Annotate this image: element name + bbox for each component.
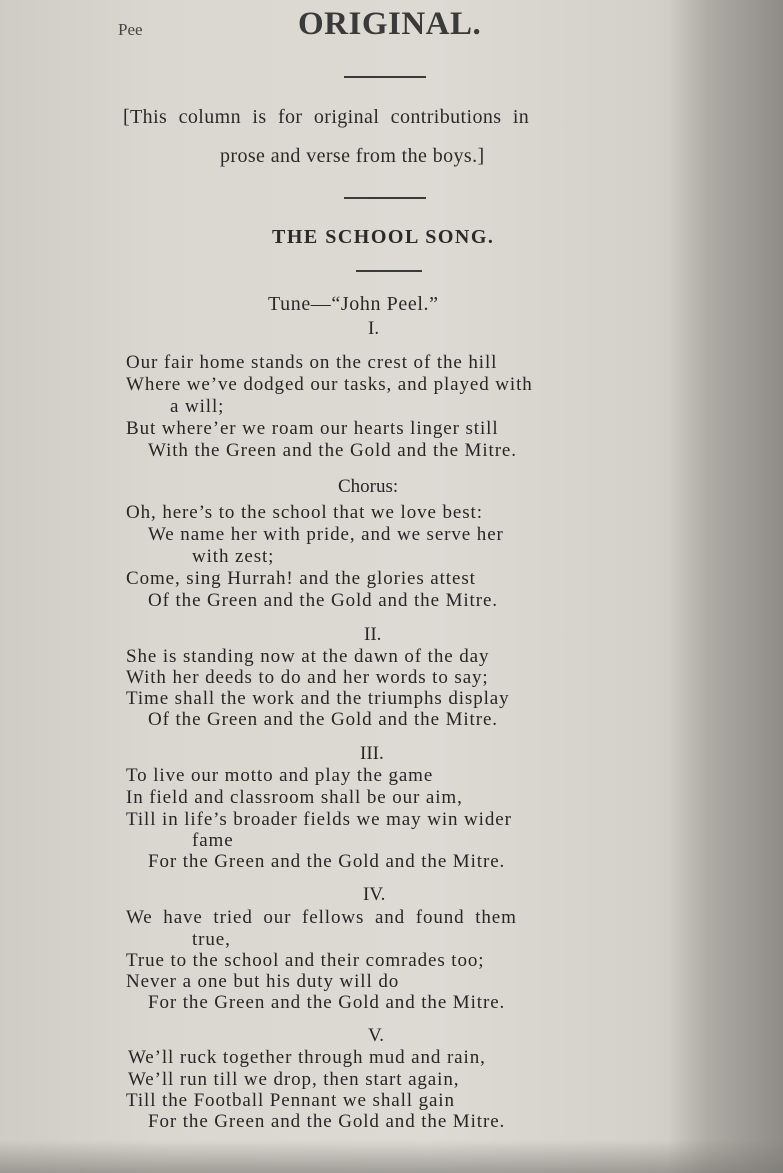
intro-line-2: prose and verse from the boys.] [220,145,485,167]
verse-line: We have tried our fellows and found them [126,907,517,928]
verse-line: We’ll run till we drop, then start again, [128,1069,460,1090]
chorus-label: Chorus: [338,476,399,497]
divider-rule [356,270,422,272]
song-title: THE SCHOOL SONG. [272,226,495,248]
verse-line: In field and classroom shall be our aim, [126,787,463,808]
verse-line: She is standing now at the dawn of the day [126,646,490,667]
torn-corner-text: Pee [118,20,143,39]
chorus-line: Oh, here’s to the school that we love best: [126,502,483,523]
verse-numeral-1: I. [368,318,380,339]
verse-line: Our fair home stands on the crest of the hill [126,352,498,373]
verse-line: Never a one but his duty will do [126,971,400,992]
verse-line: For the Green and the Gold and the Mitre. [148,1111,506,1132]
verse-line: True to the school and their comrades too; [126,950,485,971]
divider-rule [344,197,426,199]
chorus-line: We name her with pride, and we serve her [148,524,504,545]
verse-line: For the Green and the Gold and the Mitre. [148,851,506,872]
verse-line: With her deeds to do and her words to say; [126,667,489,688]
song-tune: Tune—“John Peel.” [268,293,439,315]
verse-line: Of the Green and the Gold and the Mitre. [148,709,498,730]
verse-line: With the Green and the Gold and the Mitre. [148,440,517,461]
verse-line: true, [192,929,231,950]
verse-line: fame [192,830,234,851]
chorus-line: Come, sing Hurrah! and the glories attest [126,568,476,589]
page-edge-shadow [668,0,783,1173]
verse-line: Till in life’s broader fields we may win wider [126,809,512,830]
chorus-line: Of the Green and the Gold and the Mitre. [148,590,498,611]
verse-line: Where we’ve dodged our tasks, and played with [126,374,533,395]
verse-numeral-5: V. [368,1025,385,1046]
column-title: ORIGINAL. [298,6,482,42]
intro-line-1: [This column is for original contributions in [123,106,530,128]
verse-line: To live our motto and play the game [126,765,434,786]
verse-line: a will; [170,396,225,417]
chorus-line: with zest; [192,546,275,567]
verse-line: For the Green and the Gold and the Mitre. [148,992,506,1013]
divider-rule [344,76,426,78]
verse-numeral-2: II. [364,624,382,645]
verse-line: Time shall the work and the triumphs display [126,688,510,709]
verse-line: But where’er we roam our hearts linger still [126,418,499,439]
verse-line: Till the Football Pennant we shall gain [126,1090,455,1111]
verse-numeral-4: IV. [363,884,386,905]
verse-numeral-3: III. [360,743,384,764]
page-bottom-shadow [0,1140,783,1173]
verse-line: We’ll ruck together through mud and rain, [128,1047,486,1068]
